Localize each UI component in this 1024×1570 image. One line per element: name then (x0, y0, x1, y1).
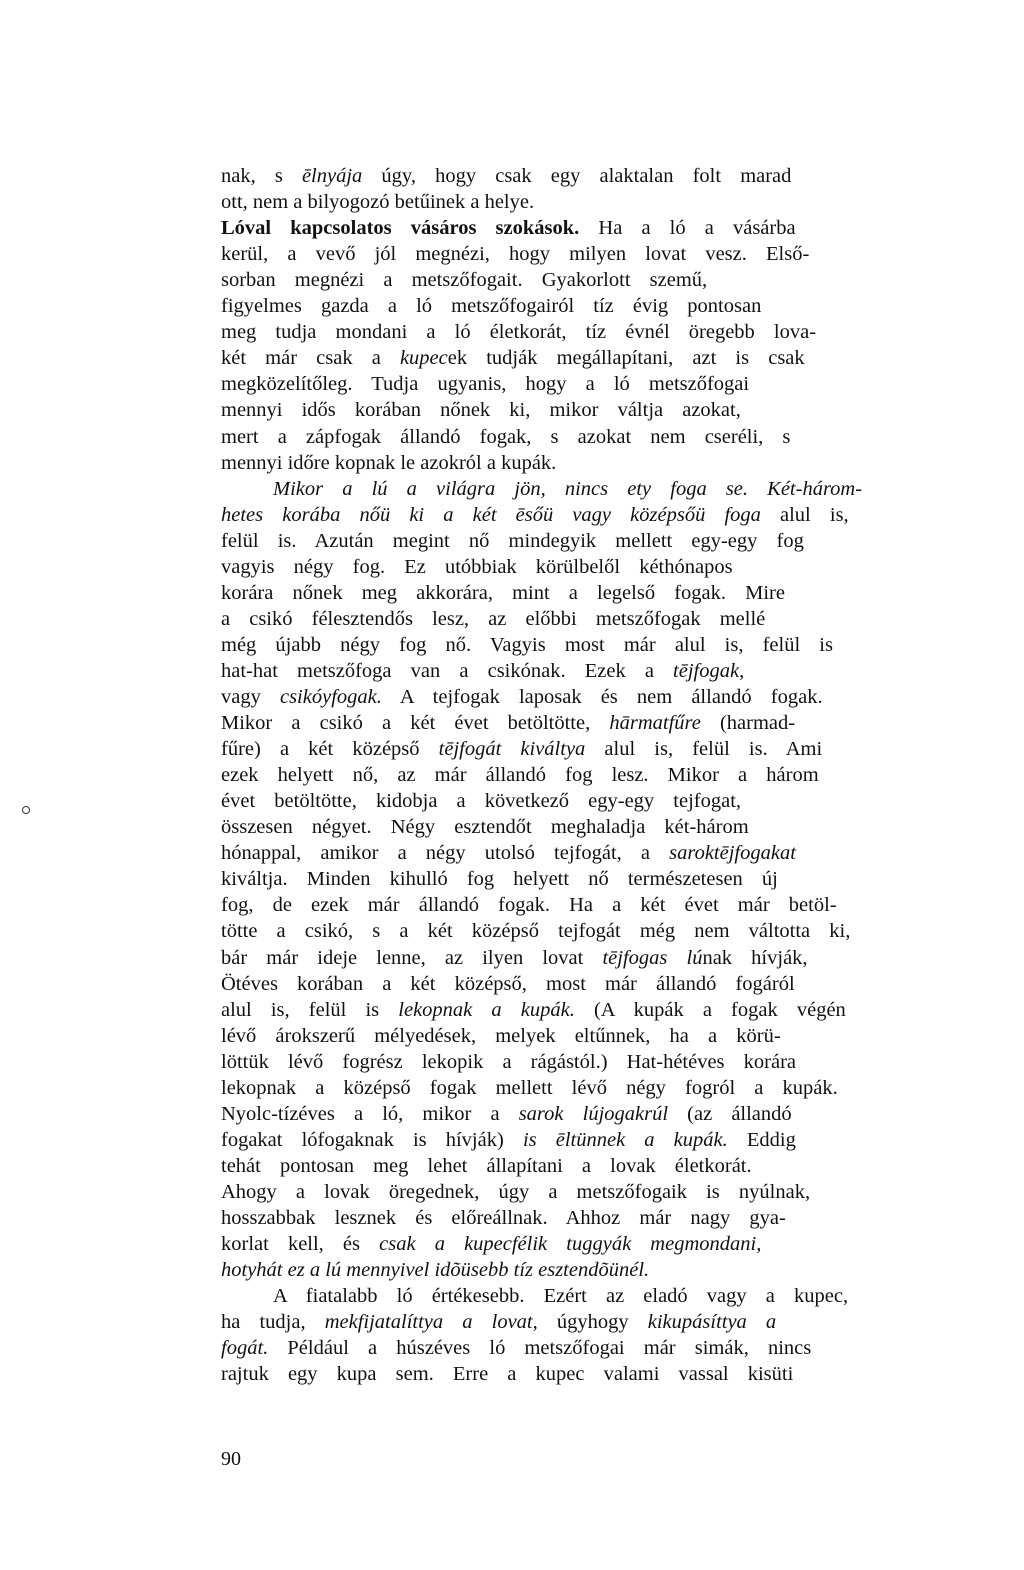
text-run: megközelítőleg. Tudja ugyanis, hogy a ló metszőfogai (221, 373, 750, 395)
text-line (221, 215, 796, 241)
text-line (221, 163, 791, 189)
text-run: (az állandó (668, 1103, 792, 1125)
text-run: ott, nem a bilyogozó betűinek a helye. (221, 191, 535, 213)
text-line (221, 397, 741, 423)
text-run: úgyhogy (537, 1311, 648, 1333)
text-run: (A kupák a fogak végén (574, 999, 846, 1021)
text-line (221, 1257, 649, 1283)
text-line (221, 1153, 752, 1179)
text-line (221, 502, 849, 528)
text-line (221, 450, 556, 476)
text-line (221, 580, 785, 606)
text-run: mert a zápfogak állandó fogak, s azokat nem cseréli, s (221, 426, 791, 448)
text-run: A tejfogak laposak és nem állandó fogak. (381, 686, 823, 708)
text-line (221, 189, 534, 215)
text-run: két már csak a (221, 347, 400, 369)
italic-text: fogát. (221, 1337, 269, 1359)
text-line (221, 710, 795, 736)
text-line (221, 840, 796, 866)
text-run: lekopnak a középső fogak mellett lévő négy fogról a kupák. (221, 1077, 838, 1099)
text-run: Mikor a csikó a két évet betöltötte, (221, 712, 610, 734)
text-line (221, 1127, 796, 1153)
text-run: Például a húszéves ló metszőfogai már simák, nincs (268, 1337, 812, 1359)
text-run: mennyi időre kopnak le azokról a kupák. (221, 452, 557, 474)
text-run: úgy, hogy csak egy alaktalan folt marad (362, 165, 792, 187)
text-run: lévő árokszerű mélyedések, melyek eltűnnek, ha a körü- (221, 1025, 781, 1047)
text-run: bár már ideje lenne, az ilyen lovat (221, 947, 603, 969)
text-line (221, 1205, 786, 1231)
text-run: nak hívják, (702, 947, 808, 969)
text-run: hosszabbak lesznek és előreállnak. Ahhoz már nagy gya- (221, 1207, 786, 1229)
text-run: korlat kell, és (221, 1233, 380, 1255)
italic-text: hotyhát ez a lú mennyivel idõüsebb tíz esztendõünél. (221, 1259, 650, 1281)
italic-text: saroktējfogakat (669, 842, 796, 864)
text-run: alul is, felül is (221, 999, 399, 1021)
text-run: Ötéves korában a két középső, most már állandó fogáról (221, 973, 795, 995)
italic-text: tējfogát kiváltya (438, 738, 586, 760)
text-line (221, 241, 809, 267)
text-line (221, 945, 808, 971)
italic-text: sarok lújogakrúl (518, 1103, 669, 1125)
text-run: alul is, felül is. Ami (585, 738, 823, 760)
text-run: a csikó félesztendős lesz, az előbbi metszőfogak mellé (221, 608, 766, 630)
text-line (273, 1283, 848, 1309)
text-run: (harmad- (700, 712, 796, 734)
text-run: kiváltja. Minden kihulló fog helyett nő természetesen új (221, 868, 778, 890)
text-run: rajtuk egy kupa sem. Erre a kupec valami vassal kisüti (221, 1363, 794, 1385)
italic-text: lekopnak a kupák. (398, 999, 575, 1021)
text-line (221, 1075, 838, 1101)
text-line (221, 424, 790, 450)
italic-text: tējfogas lú (602, 947, 703, 969)
text-line (221, 554, 733, 580)
italic-text: Mikor a lú a világra jön, nincs ety foga se. Két-három- (273, 478, 863, 500)
text-run: még újabb négy fog nő. Vagyis most már alul is, felül is (221, 634, 833, 656)
text-run: kerül, a vevő jól megnézi, hogy milyen lovat vesz. Első- (221, 243, 810, 265)
italic-text: csikóyfogak. (279, 686, 382, 708)
text-run: alul is, (760, 504, 849, 526)
text-line (221, 1335, 811, 1361)
text-line (221, 267, 707, 293)
text-line (221, 736, 822, 762)
text-line (221, 371, 749, 397)
text-run: Ahogy a lovak öregednek, úgy a metszőfogaik is nyúlnak, (221, 1181, 811, 1203)
text-line (221, 1101, 792, 1127)
text-run: ezek helyett nő, az már állandó fog lesz. Mikor a három (221, 764, 819, 786)
text-run: hat-hat metszőfoga van a csikónak. Ezek a (221, 660, 674, 682)
text-run: sorban megnézi a metszőfogait. Gyakorlott szemű, (221, 269, 708, 291)
italic-text: ēlnyája (301, 165, 363, 187)
text-run: fog, de ezek már állandó fogak. Ha a két évet már betöl- (221, 894, 837, 916)
text-line (221, 293, 761, 319)
text-run: összesen négyet. Négy esztendőt meghaladja két-három (221, 816, 749, 838)
text-line (221, 1023, 781, 1049)
text-run: Nyolc-tízéves a ló, mikor a (221, 1103, 519, 1125)
page-number: 90 (221, 1448, 241, 1470)
italic-text: hārmatfűre (609, 712, 701, 734)
text-run: tötte a csikó, s a két középső tejfogát még nem váltotta ki, (221, 920, 851, 942)
text-run: vagyis négy fog. Ez utóbbiak körülbelől kéthónapos (221, 556, 733, 578)
text-run: évet betöltötte, kidobja a következő egy-egy tejfogat, (221, 790, 742, 812)
text-run: felül is. Azután megint nő mindegyik mellett egy-egy fog (221, 530, 804, 552)
text-line (221, 632, 833, 658)
text-line (221, 1231, 761, 1257)
bold-text: Lóval kapcsolatos vásáros szokások. (221, 217, 580, 239)
italic-text: tējfogak, (673, 660, 745, 682)
text-line (221, 1361, 793, 1387)
text-run: korára nőnek meg akkorára, mint a legelső fogak. Mire (221, 582, 785, 604)
text-line (221, 528, 804, 554)
text-line (221, 684, 823, 710)
text-line (221, 892, 837, 918)
text-line (221, 762, 819, 788)
text-run: mennyi idős korában nőnek ki, mikor váltja azokat, (221, 399, 741, 421)
text-run: tehát pontosan meg lehet állapítani a lovak életkorát. (221, 1155, 752, 1177)
italic-text: hetes korába nőü ki a két ēsőü vagy középsőü foga (221, 504, 761, 526)
italic-text: is ēltünnek a kupák. (522, 1129, 728, 1151)
text-run: ha tudja, (221, 1311, 325, 1333)
margin-circle-mark (22, 806, 30, 814)
text-line (221, 788, 741, 814)
text-line (221, 1309, 776, 1335)
text-run: vagy (221, 686, 280, 708)
text-line (221, 606, 765, 632)
text-line (221, 319, 816, 345)
text-line (221, 971, 795, 997)
text-run: ek tudják megállapítani, azt is csak (447, 347, 805, 369)
italic-text: kikupásíttya a (647, 1311, 777, 1333)
italic-text: csak a kupecfélik tuggyák megmondani, (379, 1233, 762, 1255)
text-line (221, 345, 805, 371)
text-line (221, 1049, 796, 1075)
text-run: nak, s (221, 165, 302, 187)
text-run: Ha a ló a vásárba (579, 217, 796, 239)
text-run: fűre) a két középső (221, 738, 439, 760)
text-run: A fiatalabb ló értékesebb. Ezért az eladó vagy a kupec, (273, 1285, 849, 1307)
text-line (221, 814, 749, 840)
text-run: fogakat lófogaknak is hívják) (221, 1129, 523, 1151)
text-run: Eddig (727, 1129, 796, 1151)
text-run: hónappal, amikor a négy utolsó tejfogát, a (221, 842, 670, 864)
text-line (273, 476, 862, 502)
text-run: meg tudja mondani a ló életkorát, tíz évnél öregebb lova- (221, 321, 817, 343)
text-line (221, 1179, 810, 1205)
text-line (221, 997, 846, 1023)
italic-text: kupec (399, 347, 448, 369)
text-line (221, 866, 778, 892)
italic-text: mekfijatalíttya a lovat, (324, 1311, 538, 1333)
text-line (221, 918, 850, 944)
text-line (221, 658, 744, 684)
text-run: löttük lévő fogrész lekopik a rágástól.) Hat-hétéves korára (221, 1051, 797, 1073)
text-run: figyelmes gazda a ló metszőfogairól tíz évig pontosan (221, 295, 762, 317)
